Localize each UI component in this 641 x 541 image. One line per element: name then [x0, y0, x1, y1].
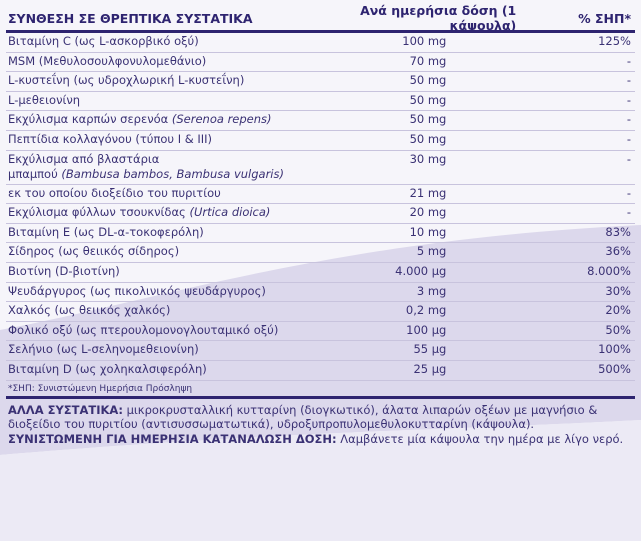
- nutrient-dose: 50 mg: [409, 112, 447, 127]
- nutrient-latin-name: (Bambusa bambos, Bambusa vulgaris): [61, 166, 284, 181]
- table-row-bamboo: [6, 151, 635, 185]
- nutrient-ri: 8.000%: [587, 263, 631, 278]
- nutrient-latin-name: (Urtica dioica): [189, 205, 271, 220]
- other-ingredients: [6, 403, 635, 447]
- nutrient-name: εκ του οποίου διοξείδιο του πυριτίου: [8, 185, 221, 200]
- other-ingredients-label: ΑΛΛΑ ΣΥΣΤΑΤΙΚΑ:: [8, 402, 123, 417]
- ri-footnote: *ΣΗΠ: Συνιστώμενη Ημερήσια Πρόσληψη: [6, 384, 635, 399]
- nutrient-dose: 25 μg: [413, 361, 447, 376]
- other-ingredients-text: μικροκρυσταλλική κυτταρίνη (διογκωτικό), άλατα λιπαρών οξέων με μαγνήσιο & διοξείδιο του πυριτίου (αντισυσσωματωτικά), υδροξυπροπυλομεθυλοκυτταρίνη (κάψουλα).: [8, 402, 598, 431]
- nutrient-name: Φολικό οξύ (ως πτερουλομονογλουταμικό οξύ): [8, 322, 279, 337]
- nutrient-ri: 500%: [598, 361, 631, 376]
- nutrient-ri: 125%: [598, 34, 631, 48]
- nutrient-name: L-κυστεΐνη (ως υδροχλωρική L-κυστεΐνη): [8, 73, 245, 88]
- nutrient-ri: 100%: [598, 342, 631, 357]
- table-row: [6, 361, 635, 381]
- nutrient-ri: 50%: [605, 322, 631, 337]
- header-composition: ΣΥΝΘΕΣΗ ΣΕ ΘΡΕΠΤΙΚΑ ΣΥΣΤΑΤΙΚΑ: [8, 10, 253, 26]
- nutrient-name: Εκχύλισμα από βλαστάρια: [8, 151, 160, 166]
- nutrient-name: MSM (Μεθυλοσουλφονυλομεθάνιο): [8, 53, 207, 68]
- nutrient-name: Χαλκός (ως θειικός χαλκός): [8, 303, 171, 318]
- nutrient-dose: 10 mg: [409, 224, 447, 239]
- nutrient-ri: -: [626, 92, 631, 107]
- nutrient-ri: -: [626, 73, 631, 88]
- nutrient-dose: 0,2 mg: [405, 303, 447, 318]
- nutrient-dose: 50 mg: [409, 131, 447, 146]
- nutrient-name: Σελήνιο (ως L-σεληνομεθειονίνη): [8, 342, 199, 357]
- table-row: [6, 53, 635, 73]
- table-row: [6, 111, 635, 131]
- nutrient-dose: 20 mg: [409, 205, 447, 220]
- nutrient-dose: 21 mg: [409, 185, 447, 200]
- nutrient-ri: -: [626, 131, 631, 146]
- table-row: [6, 92, 635, 112]
- nutrient-dose: 70 mg: [409, 53, 447, 68]
- nutrient-ri: -: [626, 185, 631, 200]
- nutrient-name: Εκχύλισμα καρπών σερενόα: [8, 112, 172, 127]
- nutrient-name: Βιταμίνη C (ως L-ασκορβικό οξύ): [8, 34, 199, 48]
- nutrient-dose: 100 μg: [406, 322, 447, 337]
- table-row: [6, 263, 635, 283]
- nutrient-dose: 50 mg: [409, 92, 447, 107]
- table-row: [6, 283, 635, 303]
- table-row: [6, 341, 635, 361]
- nutrient-dose: 4.000 μg: [395, 263, 447, 278]
- table-row: [6, 204, 635, 224]
- nutrient-dose: 3 mg: [416, 283, 447, 298]
- table-header: [6, 3, 635, 33]
- table-row: [6, 302, 635, 322]
- table-row: [6, 243, 635, 263]
- nutrient-ri: -: [626, 112, 631, 127]
- table-row: [6, 72, 635, 92]
- nutrient-dose: 30 mg: [409, 151, 447, 166]
- nutrient-ri: -: [626, 205, 631, 220]
- nutrient-rows: [6, 33, 635, 381]
- nutrient-name: Εκχύλισμα φύλλων τσουκνίδας: [8, 205, 190, 220]
- nutrient-ri: 83%: [605, 224, 631, 239]
- table-row: [6, 322, 635, 342]
- nutrient-dose: 55 μg: [413, 342, 447, 357]
- nutrient-name: Ψευδάργυρος (ως πικολινικός ψευδάργυρος): [8, 283, 266, 298]
- recommended-dose-text: Λαμβάνετε μία κάψουλα την ημέρα με λίγο νερό.: [336, 431, 624, 446]
- recommended-dose-label: ΣΥΝΙΣΤΩΜΕΝΗ ΓΙΑ ΗΜΕΡΗΣΙΑ ΚΑΤΑΝΑΛΩΣΗ ΔΟΣΗ:: [8, 431, 337, 446]
- table-row: [6, 33, 635, 53]
- nutrient-ri: 36%: [605, 244, 631, 259]
- nutrient-name: Βιταμίνη D (ως χοληκαλσιφερόλη): [8, 361, 207, 376]
- table-row: [6, 224, 635, 244]
- nutrient-dose: 5 mg: [416, 244, 447, 259]
- nutrient-ri: 30%: [605, 283, 631, 298]
- nutrient-name: Βιοτίνη (D-βιοτίνη): [8, 263, 120, 278]
- nutrient-latin-name: (Serenoa repens): [171, 112, 272, 127]
- nutrient-dose: 50 mg: [409, 73, 447, 88]
- nutrient-name: Βιταμίνη Ε (ως DL-α-τοκοφερόλη): [8, 224, 204, 239]
- nutrient-ri: 20%: [605, 303, 631, 318]
- nutrient-name: Πεπτίδια κολλαγόνου (τύπου Ι & ΙΙΙ): [8, 131, 213, 146]
- header-daily-dose: Ανά ημερήσια δόση (1 κάψουλα): [360, 3, 517, 33]
- table-row-silica: [6, 185, 635, 205]
- nutrient-ri: -: [626, 151, 631, 166]
- table-row: [6, 131, 635, 151]
- header-ri: % ΣΗΠ*: [578, 10, 631, 26]
- nutrient-dose: 100 mg: [402, 34, 447, 48]
- nutrient-name-cont: μπαμπού: [8, 166, 62, 181]
- nutrient-name: L-μεθειονίνη: [8, 92, 81, 107]
- nutrient-name: Σίδηρος (ως θειικός σίδηρος): [8, 244, 180, 259]
- nutrient-ri: -: [626, 53, 631, 68]
